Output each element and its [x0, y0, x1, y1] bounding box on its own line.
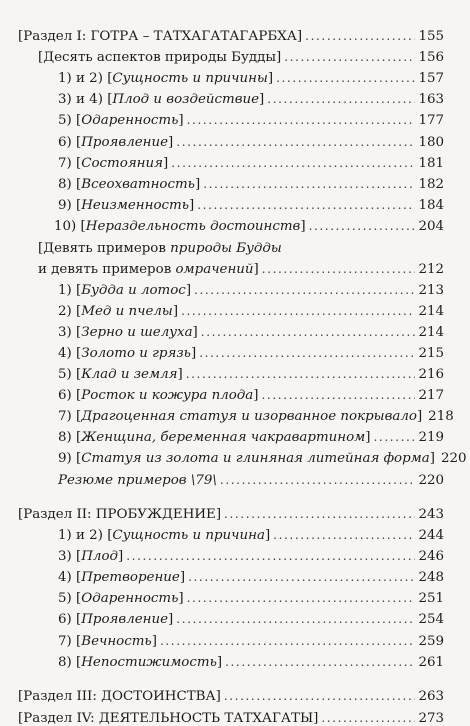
toc-entry-number: 3) и 4) [58, 92, 108, 107]
toc-page-number: 243 [418, 507, 444, 522]
toc-leader-dots [262, 263, 416, 275]
toc-leader-dots [224, 508, 415, 520]
toc-entry-label: [Всеохватность] [76, 177, 201, 192]
toc-entry-number: 1) и 2) [58, 71, 108, 86]
toc-chapter-entry[interactable] [38, 51, 444, 64]
toc-entry-title [18, 508, 221, 521]
toc-entry-title [58, 474, 217, 487]
toc-entry-label: [Драгоценная статуя и изорванное покрывало] [76, 409, 423, 424]
toc-entry-number: 8) [58, 177, 77, 192]
toc-entry-label: [Плод и воздействие] [107, 92, 265, 107]
toc-entry-label: [Претворение] [76, 570, 186, 585]
toc-item-entry[interactable] [58, 409, 454, 424]
toc-entry-label: [Мед и пчелы] [76, 304, 179, 319]
toc-entry-label-line2-italic: омрачений [175, 262, 254, 277]
toc-entry-number: 7) [58, 409, 77, 424]
toc-leader-dots [225, 656, 415, 668]
toc-page-number: 180 [418, 135, 444, 150]
toc-entry-title [58, 571, 185, 584]
toc-item-entry[interactable] [58, 305, 444, 318]
toc-entry-label: [Проявление] [76, 135, 174, 150]
toc-entry-title [58, 613, 173, 626]
toc-entry-label: [Неизменность] [76, 198, 195, 213]
toc-entry-number: 6) [58, 135, 77, 150]
toc-entry-number: 4) [58, 346, 77, 361]
toc-entry-title [58, 529, 270, 542]
toc-page-number: 214 [418, 325, 444, 340]
toc-entry-title [58, 72, 273, 85]
toc-entry-title [58, 656, 222, 669]
toc-page-number: 251 [418, 591, 444, 606]
toc-entry-label: [Женщина, беременная чакравартином] [76, 430, 371, 445]
toc-entry-number: 9) [58, 198, 77, 213]
toc-leader-dots [187, 592, 416, 604]
toc-entry-number: 1) и 2) [58, 528, 108, 543]
toc-entry-title [58, 157, 168, 170]
toc-page-number: 177 [418, 113, 444, 128]
toc-item-entry[interactable] [58, 178, 444, 191]
toc-page-number: 157 [418, 71, 444, 86]
toc-page-number: 181 [418, 156, 444, 171]
toc-entry-number: 9) [58, 451, 77, 466]
toc-item-entry[interactable] [58, 389, 444, 402]
toc-entry-number: 8) [58, 430, 77, 445]
toc-leader-dots [187, 114, 416, 126]
toc-page-number: 215 [418, 346, 444, 361]
toc-section-entry[interactable] [18, 30, 444, 43]
toc-entry-title [58, 368, 183, 381]
toc-entry-number: 6) [58, 388, 77, 403]
toc-page-number: 254 [418, 612, 444, 627]
toc-page-number: 217 [418, 388, 444, 403]
toc-page-number: 216 [418, 367, 444, 382]
toc-entry-title [58, 326, 198, 339]
toc-entry-label: [Зерно и шелуха] [76, 325, 198, 340]
toc-entry-title [58, 93, 264, 106]
toc-leader-dots [197, 199, 415, 211]
toc-leader-dots [186, 368, 416, 380]
toc-entry-number: 5) [58, 367, 77, 382]
toc-page-number: 246 [418, 549, 444, 564]
toc-leader-dots [199, 347, 415, 359]
toc-entry-title [58, 347, 196, 360]
toc-section-entry[interactable] [18, 508, 444, 521]
toc-leader-dots [201, 326, 416, 338]
toc-chapter-entry[interactable] [38, 263, 444, 276]
toc-entry-title [18, 690, 221, 703]
toc-entry-title [58, 114, 184, 127]
toc-entry-title [58, 199, 194, 212]
toc-page-number: 248 [418, 570, 444, 585]
toc-entry-label: [Вечность] [76, 634, 157, 649]
toc-item-entry[interactable] [54, 220, 444, 233]
toc-item-entry[interactable] [58, 656, 444, 669]
toc-entry-label-line2: и девять примеров [38, 262, 176, 277]
toc-page-number: 163 [418, 92, 444, 107]
toc-item-entry[interactable] [58, 550, 444, 563]
toc-entry-title [58, 550, 123, 563]
toc-item-entry[interactable] [58, 613, 444, 626]
toc-entry-label: [Раздел I: ГОТРА – ТАТХАГАТАГАРБХА] [18, 29, 303, 44]
toc-entry-label: [Клад и земля] [76, 367, 183, 382]
toc-page-number: 212 [418, 262, 444, 277]
toc-entry-label: Резюме примеров \79\ [58, 473, 217, 488]
toc-item-entry[interactable] [58, 93, 444, 106]
toc-leader-dots [160, 635, 415, 647]
toc-page-number: 204 [418, 219, 444, 234]
toc-leader-dots [181, 305, 415, 317]
toc-entry-label: [Будда и лотос] [76, 283, 192, 298]
toc-entry-number: 7) [58, 634, 77, 649]
toc-item-entry[interactable] [58, 451, 467, 466]
toc-entry-label: [Статуя из золота и глиняная литейная форма] [76, 451, 436, 466]
toc-leader-dots [262, 389, 416, 401]
toc-item-entry[interactable] [58, 474, 444, 487]
toc-leader-dots [305, 30, 415, 42]
toc-entry-title [58, 410, 422, 423]
toc-page-number: 259 [418, 634, 444, 649]
toc-item-entry[interactable] [58, 571, 444, 584]
toc-entry-title [58, 284, 191, 297]
toc-entry-number: 1) [58, 283, 77, 298]
toc-item-entry[interactable] [58, 431, 444, 444]
toc-entry-title [54, 220, 306, 233]
toc-page-number: 182 [418, 177, 444, 192]
toc-item-entry[interactable] [58, 635, 444, 648]
toc-page-number: 244 [418, 528, 444, 543]
toc-entry-number: 5) [58, 591, 77, 606]
toc-entry-label: [Росток и кожура плода] [76, 388, 259, 403]
toc-entry-label: [Девять примеров [38, 241, 171, 256]
toc-entry-number: 4) [58, 570, 77, 585]
toc-leader-dots [284, 51, 415, 63]
toc-entry-label-italic: природы Будды [170, 241, 282, 256]
toc-item-entry[interactable] [58, 114, 444, 127]
toc-entry-title [58, 452, 435, 465]
toc-item-entry[interactable] [58, 592, 444, 605]
toc-entry-number: 3) [58, 325, 77, 340]
toc-item-entry[interactable] [58, 72, 444, 85]
toc-entry-title [18, 712, 318, 725]
toc-page-number: 155 [418, 29, 444, 44]
toc-leader-dots [321, 712, 415, 724]
toc-leader-dots [176, 613, 415, 625]
toc-entry-number: 10) [54, 219, 81, 234]
toc-item-entry[interactable] [58, 347, 444, 360]
toc-entry-label: [Раздел IV: ДЕЯТЕЛЬНОСТЬ ТАТХАГАТЫ] [18, 711, 319, 726]
toc-leader-dots [273, 529, 415, 541]
toc-entry-title [38, 263, 259, 276]
toc-item-entry[interactable] [58, 284, 444, 297]
toc-entry-title [18, 30, 302, 43]
toc-entry-label: [Плод] [76, 549, 124, 564]
toc-leader-dots [176, 136, 415, 148]
toc-entry-label: [Нераздельность достоинств] [80, 219, 306, 234]
toc-entry-title [38, 51, 281, 64]
toc-item-entry[interactable] [58, 326, 444, 339]
toc-entry-number: 8) [58, 655, 77, 670]
toc-section-entry[interactable] [18, 690, 444, 703]
toc-item-entry[interactable] [58, 368, 444, 381]
toc-leader-dots [171, 157, 415, 169]
toc-entry-label: [Раздел III: ДОСТОИНСТВА] [18, 689, 221, 704]
toc-entry-title [58, 136, 173, 149]
toc-entry-number: 7) [58, 156, 77, 171]
toc-page-number: 219 [418, 430, 444, 445]
toc-entry-label: [Проявление] [76, 612, 174, 627]
toc-leader-dots [374, 431, 416, 443]
toc-item-entry[interactable] [58, 157, 444, 170]
toc-entry-title [58, 178, 200, 191]
toc-leader-dots [267, 93, 415, 105]
toc-leader-dots [203, 178, 415, 190]
toc-item-entry[interactable] [58, 529, 444, 542]
toc-leader-dots [188, 571, 415, 583]
toc-page-number: 261 [418, 655, 444, 670]
toc-leader-dots [276, 72, 415, 84]
toc-page-number: 214 [418, 304, 444, 319]
toc-entry-label: [Раздел II: ПРОБУЖДЕНИЕ] [18, 507, 222, 522]
toc-page-number: 213 [418, 283, 444, 298]
toc-entry-title [58, 635, 157, 648]
toc-entry-label: [Сущность и причина] [107, 528, 271, 543]
toc-item-entry[interactable] [58, 136, 444, 149]
toc-leader-dots [126, 550, 415, 562]
toc-leader-dots [224, 690, 416, 702]
toc-entry-label: [Золото и грязь] [76, 346, 197, 361]
toc-entry-number: 6) [58, 612, 77, 627]
toc-page-number: 263 [418, 689, 444, 704]
toc-leader-dots [194, 284, 415, 296]
toc-entry-number: 2) [58, 304, 77, 319]
toc-entry-label-line2-end: ] [253, 262, 259, 277]
toc-page-number: 156 [418, 50, 444, 65]
toc-entry-title [58, 305, 178, 318]
toc-item-entry[interactable] [58, 199, 444, 212]
toc-entry-label: [Сущность и причины] [107, 71, 274, 86]
toc-entry-label: [Непостижимость] [76, 655, 223, 670]
toc-entry-number: 5) [58, 113, 77, 128]
toc-leader-dots [220, 474, 416, 486]
toc-entry-title-line1 [38, 242, 282, 255]
toc-section-entry[interactable] [18, 712, 444, 725]
toc-entry-title [58, 592, 184, 605]
toc-entry-title [58, 431, 371, 444]
toc-page-number: 220 [418, 473, 444, 488]
toc-page-number: 184 [418, 198, 444, 213]
toc-entry-number: 3) [58, 549, 77, 564]
toc-page-number: 218 [428, 409, 454, 424]
toc-page-number: 273 [418, 711, 444, 726]
toc-page-number: 220 [441, 451, 467, 466]
toc-entry-label: [Одаренность] [76, 113, 184, 128]
toc-leader-dots [309, 220, 416, 232]
toc-entry-label: [Десять аспектов природы Будды] [38, 50, 282, 65]
toc-entry-label: [Одаренность] [76, 591, 184, 606]
toc-entry-label: [Состояния] [76, 156, 169, 171]
toc-entry-title [58, 389, 259, 402]
